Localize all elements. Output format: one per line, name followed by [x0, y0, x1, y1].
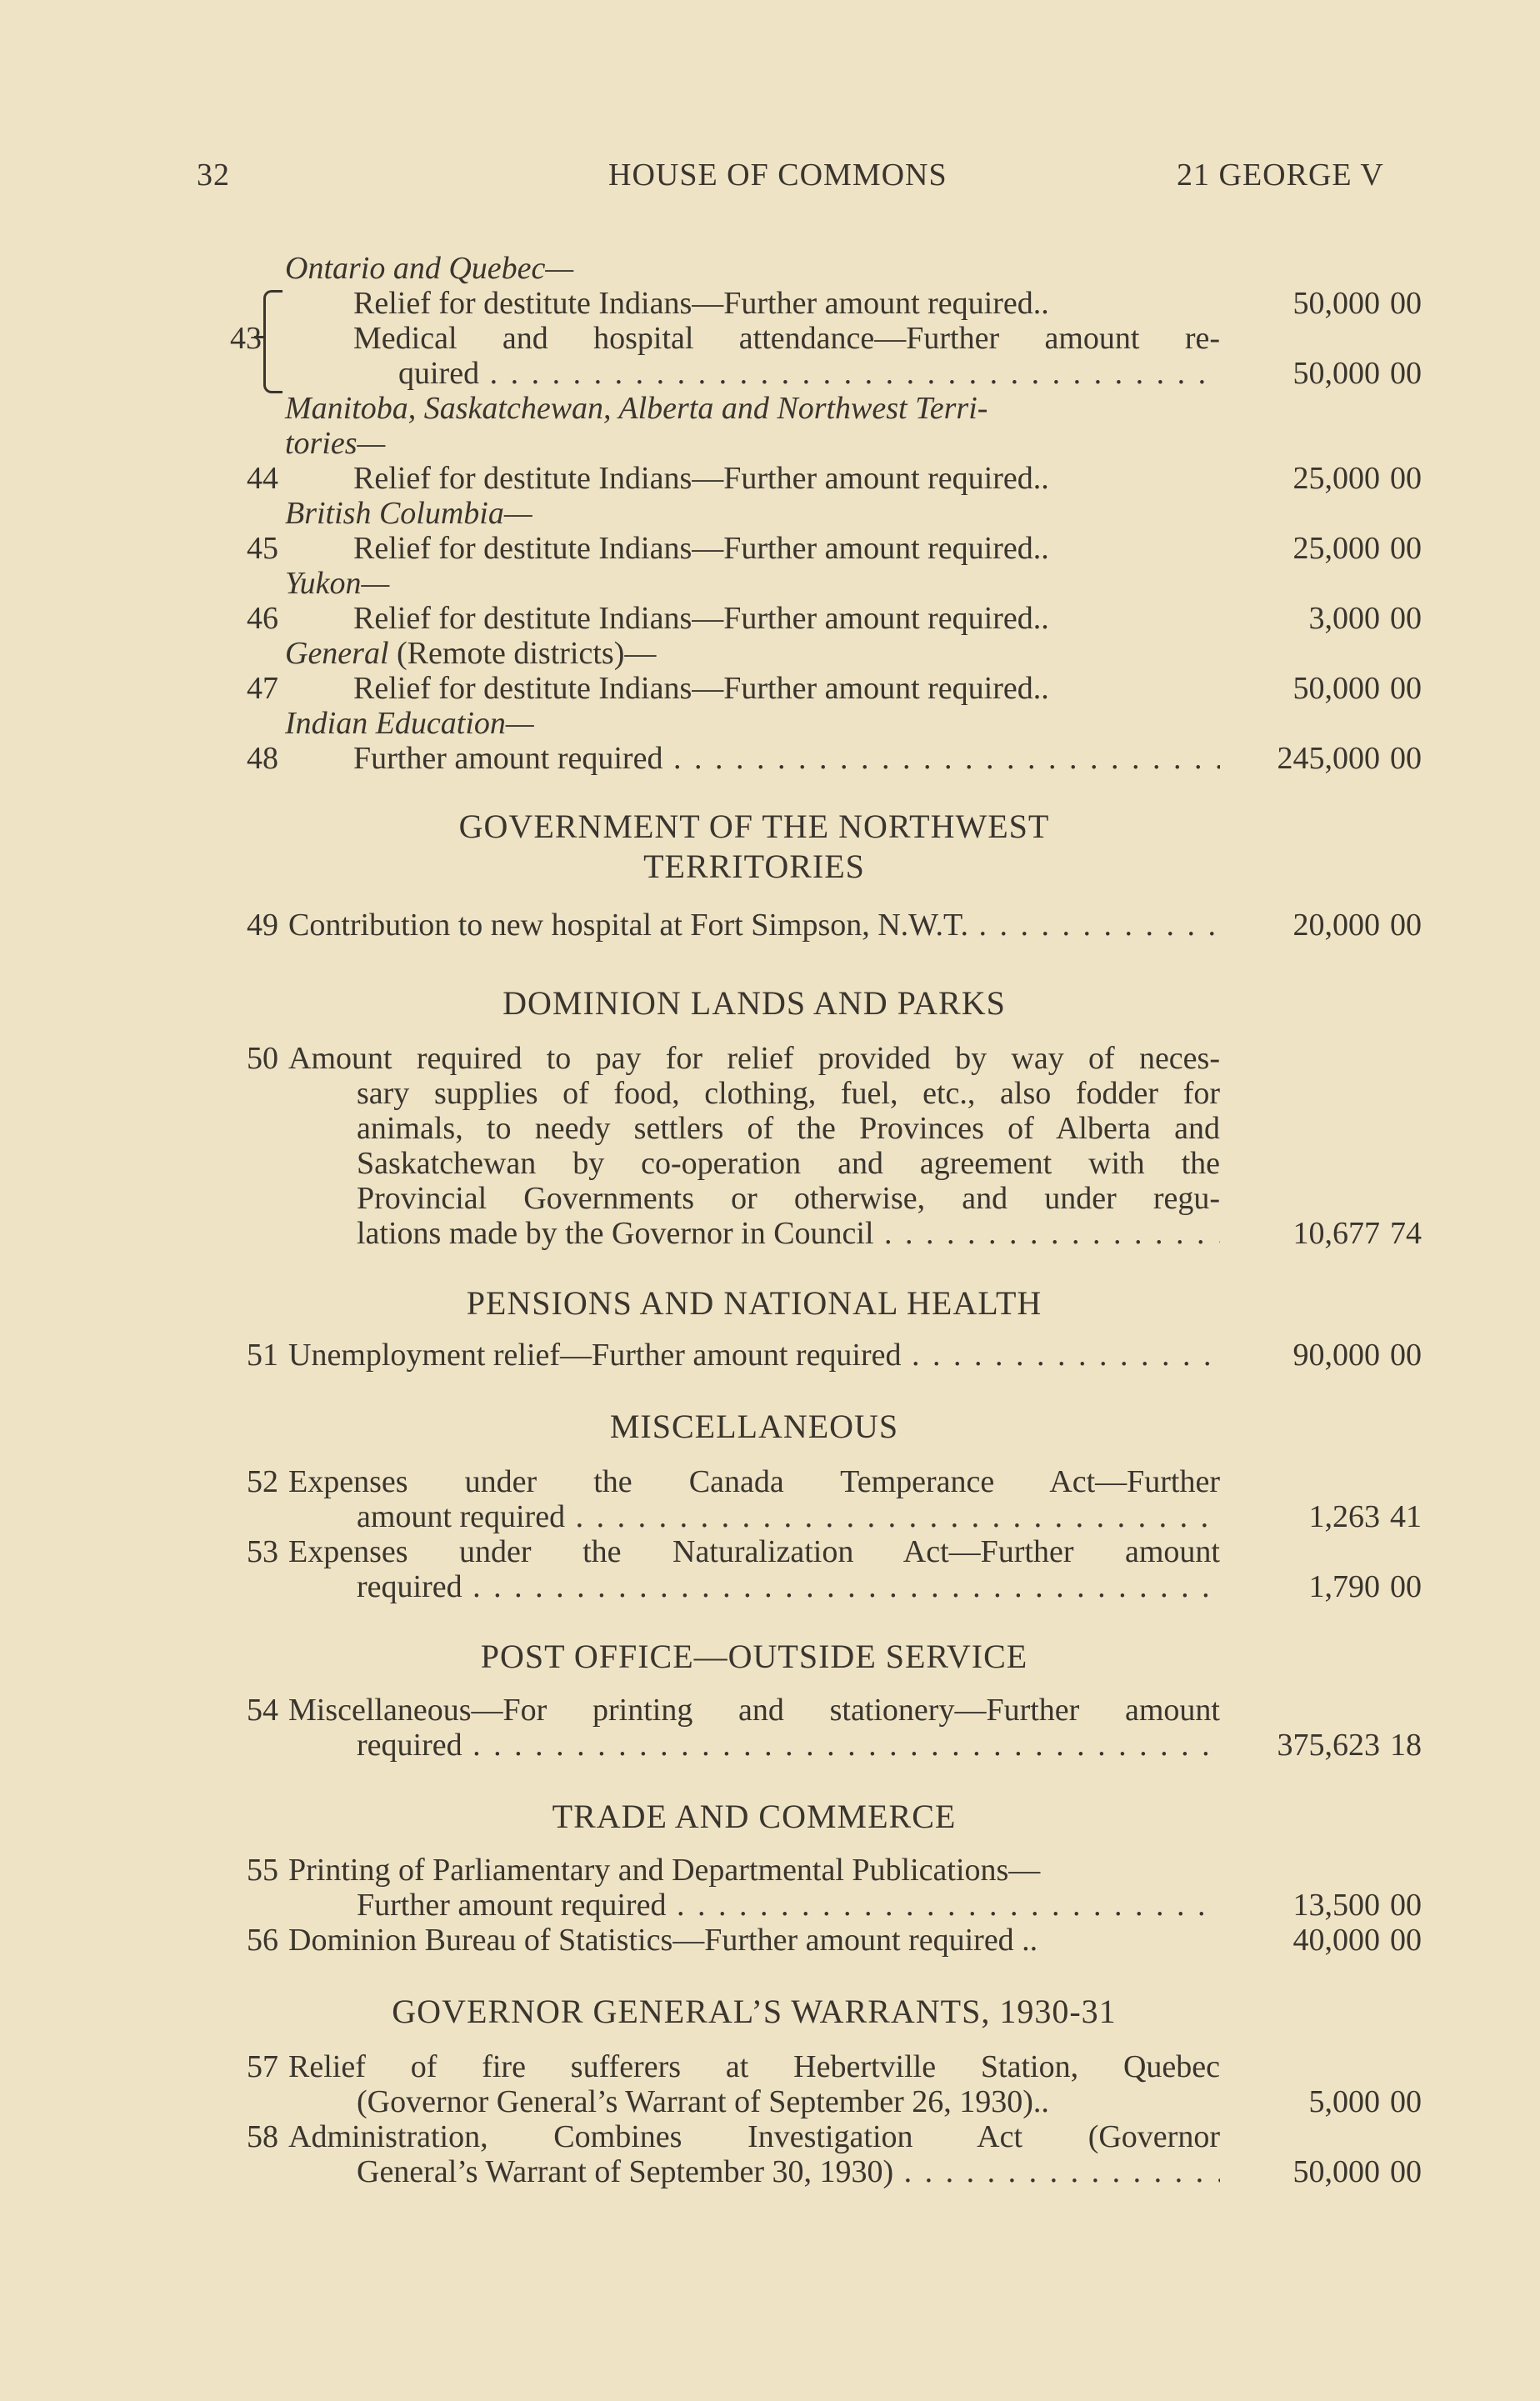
item-50-line-3: animals, to needy settlers of the Provinces of Alberta and [357, 1111, 1220, 1146]
section-heading-trade-commerce: TRADE AND COMMERCE [552, 1798, 957, 1835]
section-heading-dominion-lands: DOMINION LANDS AND PARKS [502, 984, 1006, 1022]
item-52-line-2: amount required . . . 1,263 41 [0, 1498, 1540, 1535]
page-number: 32 [197, 158, 230, 193]
subheading-manitoba-line-2: tories— [285, 426, 386, 461]
item-43-line-1: Relief for destitute Indians—Further amount required.. 50,000 00 [353, 286, 1422, 321]
subheading-indian-education: Indian Education— [285, 706, 534, 741]
item-58-line-1: 58 Administration, Combines Investigation Act (Governor [247, 2119, 1220, 2154]
subheading-ontario-quebec: Ontario and Quebec— [285, 251, 574, 286]
item-55-line-1: 55 Printing of Parliamentary and Departmental Publications— [247, 1853, 1041, 1888]
subheading-manitoba-line-1: Manitoba, Saskatchewan, Alberta and Northwest Terri- [285, 391, 988, 426]
item-50-line-6: lations made by the Governor in Council . . . 10,677 74 [0, 1215, 1540, 1252]
item-57-line-1: 57 Relief of fire sufferers at Hebertville Station, Quebec [247, 2049, 1220, 2084]
item-50-line-1: 50 Amount required to pay for relief provided by way of neces- [247, 1041, 1220, 1076]
item-48: 48 Further amount required . . . 245,000 00 [0, 740, 1540, 777]
item-52-line-1: 52 Expenses under the Canada Temperance Act—Further [247, 1464, 1220, 1499]
section-heading-warrants: GOVERNOR GENERAL’S WARRANTS, 1930-31 [392, 1993, 1117, 2030]
item-43-line-3: quired . . . 50,000 00 [0, 355, 1540, 392]
item-50-line-5: Provincial Governments or otherwise, and under regu- [357, 1181, 1220, 1216]
item-55-line-2: Further amount required . . . 13,500 00 [0, 1887, 1540, 1923]
item-53-line-1: 53 Expenses under the Naturalization Act—Further amount [247, 1534, 1220, 1569]
item-47: 47 Relief for destitute Indians—Further amount required.. 50,000 00 [247, 671, 1422, 706]
item-54-line-1: 54 Miscellaneous—For printing and stationery—Further amount [247, 1693, 1220, 1728]
subheading-general-remote: General (Remote districts)— [285, 636, 657, 671]
item-44: 44 Relief for destitute Indians—Further amount required.. 25,000 00 [247, 461, 1422, 496]
item-58-line-2: General’s Warrant of September 30, 1930) . . . 50,000 00 [0, 2153, 1540, 2190]
item-51: 51 Unemployment relief—Further amount required . . . 90,000 00 [0, 1337, 1540, 1373]
item-45: 45 Relief for destitute Indians—Further amount required.. 25,000 00 [247, 531, 1422, 566]
item-54-line-2: required . . . 375,623 18 [0, 1727, 1540, 1763]
item-53-line-2: required . . . 1,790 00 [0, 1568, 1540, 1605]
section-heading-miscellaneous: MISCELLANEOUS [609, 1408, 899, 1445]
section-heading-nwt-line-1: GOVERNMENT OF THE NORTHWEST [458, 808, 1050, 845]
item-56: 56 Dominion Bureau of Statistics—Further amount required .. 40,000 00 [247, 1923, 1422, 1958]
item-46: 46 Relief for destitute Indians—Further amount required.. 3,000 00 [247, 601, 1422, 636]
section-heading-post-office: POST OFFICE—OUTSIDE SERVICE [480, 1638, 1028, 1675]
subheading-british-columbia: British Columbia— [285, 496, 532, 531]
item-50-line-2: sary supplies of food, clothing, fuel, etc., also fodder for [357, 1076, 1220, 1111]
running-head: HOUSE OF COMMONS [608, 158, 948, 193]
item-49: 49 Contribution to new hospital at Fort Simpson, N.W.T. . . . 20,000 00 [0, 907, 1540, 943]
item-57-line-2: (Governor General’s Warrant of September 26, 1930).. 5,000 00 [357, 2084, 1422, 2119]
regnal-year: 21 GEORGE V [1177, 158, 1384, 193]
item-50-line-4: Saskatchewan by co-operation and agreement with the [357, 1146, 1220, 1181]
subheading-yukon: Yukon— [285, 566, 390, 601]
section-heading-pensions: PENSIONS AND NATIONAL HEALTH [466, 1284, 1042, 1322]
item-43-line-2: 43 Medical and hospital attendance—Further amount re- [230, 321, 1220, 356]
section-heading-nwt-line-2: TERRITORIES [643, 848, 865, 885]
